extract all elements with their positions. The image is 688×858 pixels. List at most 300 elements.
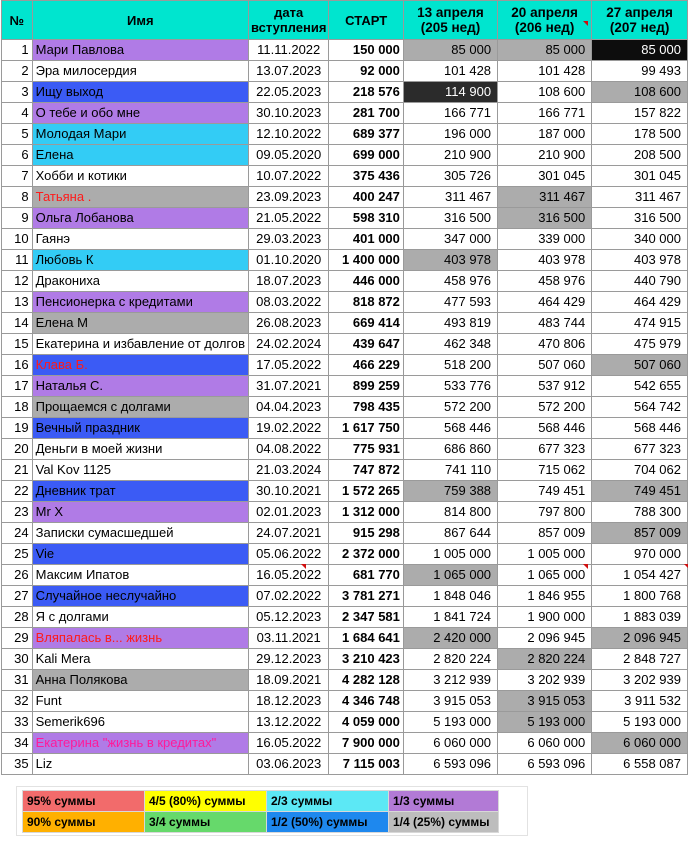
week-3-amount[interactable]: 311 467 (592, 187, 688, 208)
join-date[interactable]: 13.07.2023 (249, 61, 329, 82)
table-row (2, 418, 688, 439)
week-1-amount[interactable]: 3 915 053 (403, 691, 497, 712)
participant-name[interactable]: Мари Павлова (32, 40, 248, 61)
legend-item: 1/3 суммы (389, 791, 499, 812)
week-2-amount[interactable]: 715 062 (498, 460, 592, 481)
join-date[interactable]: 01.10.2020 (249, 250, 329, 271)
join-date[interactable]: 31.07.2021 (249, 376, 329, 397)
join-date[interactable]: 18.12.2023 (249, 691, 329, 712)
week-2-amount[interactable]: 857 009 (498, 523, 592, 544)
week-3-amount[interactable]: 6 060 000 (592, 733, 688, 754)
row-number[interactable]: 11 (2, 250, 33, 271)
legend-item: 95% суммы (23, 791, 145, 812)
row-number[interactable]: 20 (2, 439, 33, 460)
comment-marker[interactable] (301, 564, 306, 569)
week-2-amount[interactable]: 101 428 (498, 61, 592, 82)
start-amount[interactable]: 150 000 (329, 40, 403, 61)
week-3-amount[interactable]: 2 096 945 (592, 628, 688, 649)
week-3-amount[interactable]: 440 790 (592, 271, 688, 292)
week-3-amount[interactable]: 403 978 (592, 250, 688, 271)
week-3-amount[interactable]: 542 655 (592, 376, 688, 397)
week-2-amount[interactable]: 1 900 000 (498, 607, 592, 628)
week-1-amount[interactable]: 5 193 000 (403, 712, 497, 733)
row-number[interactable]: 15 (2, 334, 33, 355)
row-number[interactable]: 16 (2, 355, 33, 376)
table-row (2, 691, 688, 712)
start-amount[interactable]: 4 346 748 (329, 691, 403, 712)
week-2-amount[interactable]: 3 915 053 (498, 691, 592, 712)
participant-name[interactable]: Эра милосердия (32, 61, 248, 82)
header-date[interactable]: дата вступления (249, 1, 329, 40)
join-date[interactable]: 08.03.2022 (249, 292, 329, 313)
table-row (2, 166, 688, 187)
week-1-amount[interactable]: 2 420 000 (403, 628, 497, 649)
table-row (2, 481, 688, 502)
row-number[interactable]: 35 (2, 754, 33, 775)
table-row (2, 460, 688, 481)
start-amount[interactable]: 747 872 (329, 460, 403, 481)
start-amount[interactable]: 3 210 423 (329, 649, 403, 670)
join-date[interactable]: 10.07.2022 (249, 166, 329, 187)
start-amount[interactable]: 899 259 (329, 376, 403, 397)
week-2-amount[interactable]: 6 060 000 (498, 733, 592, 754)
table-row (2, 733, 688, 754)
legend-item: 2/3 суммы (267, 791, 389, 812)
table-row (2, 103, 688, 124)
week-3-amount[interactable]: 857 009 (592, 523, 688, 544)
participant-name[interactable]: Вечный праздник (32, 418, 248, 439)
week-3-amount[interactable]: 316 500 (592, 208, 688, 229)
participant-name[interactable]: Val Kov 1125 (32, 460, 248, 481)
start-amount[interactable]: 1 312 000 (329, 502, 403, 523)
participant-name[interactable]: Прощаемся с долгами (32, 397, 248, 418)
week-1-amount[interactable]: 3 212 939 (403, 670, 497, 691)
legend-item: 3/4 суммы (145, 812, 267, 833)
row-number[interactable]: 34 (2, 733, 33, 754)
legend-item: 90% суммы (23, 812, 145, 833)
week-1-amount[interactable]: 1 841 724 (403, 607, 497, 628)
week-3-amount[interactable]: 340 000 (592, 229, 688, 250)
legend-row (23, 812, 499, 833)
week-2-amount[interactable]: 339 000 (498, 229, 592, 250)
week-1-amount[interactable]: 814 800 (403, 502, 497, 523)
participant-name[interactable]: Анна Полякова (32, 670, 248, 691)
table-row (2, 334, 688, 355)
participant-name[interactable]: Дневник трат (32, 481, 248, 502)
table-row (2, 523, 688, 544)
table-row (2, 670, 688, 691)
color-legend (22, 790, 499, 833)
join-date[interactable]: 04.08.2022 (249, 439, 329, 460)
week-1-amount[interactable]: 85 000 (403, 40, 497, 61)
comment-marker[interactable] (583, 21, 588, 26)
legend-row (23, 791, 499, 812)
start-amount[interactable]: 699 000 (329, 145, 403, 166)
week-3-amount[interactable]: 99 493 (592, 61, 688, 82)
week-1-amount[interactable]: 101 428 (403, 61, 497, 82)
participant-name[interactable]: О тебе и обо мне (32, 103, 248, 124)
participant-name[interactable]: Записки сумасшедшей (32, 523, 248, 544)
row-number[interactable]: 22 (2, 481, 33, 502)
week-3-amount[interactable]: 157 822 (592, 103, 688, 124)
week-1-amount[interactable]: 196 000 (403, 124, 497, 145)
header-name[interactable]: Имя (32, 1, 248, 40)
row-number[interactable]: 32 (2, 691, 33, 712)
row-number[interactable]: 1 (2, 40, 33, 61)
week-3-amount[interactable]: 108 600 (592, 82, 688, 103)
participant-name[interactable]: Хобби и котики (32, 166, 248, 187)
start-amount[interactable]: 375 436 (329, 166, 403, 187)
table-row (2, 586, 688, 607)
table-row (2, 355, 688, 376)
week-1-amount[interactable]: 6 060 000 (403, 733, 497, 754)
start-amount[interactable]: 598 310 (329, 208, 403, 229)
start-amount[interactable]: 798 435 (329, 397, 403, 418)
participant-name[interactable]: Елена М (32, 313, 248, 334)
join-date[interactable]: 12.10.2022 (249, 124, 329, 145)
week-2-amount[interactable]: 210 900 (498, 145, 592, 166)
join-date[interactable]: 29.03.2023 (249, 229, 329, 250)
row-number[interactable]: 12 (2, 271, 33, 292)
week-1-amount[interactable]: 6 593 096 (403, 754, 497, 775)
week-2-amount[interactable]: 677 323 (498, 439, 592, 460)
week-3-amount[interactable]: 6 558 087 (592, 754, 688, 775)
week-1-amount[interactable]: 533 776 (403, 376, 497, 397)
join-date[interactable]: 04.04.2023 (249, 397, 329, 418)
participant-name[interactable]: Дракониха (32, 271, 248, 292)
week-2-amount[interactable]: 749 451 (498, 481, 592, 502)
start-amount[interactable]: 92 000 (329, 61, 403, 82)
start-amount[interactable]: 446 000 (329, 271, 403, 292)
participant-name[interactable]: Vie (32, 544, 248, 565)
start-amount[interactable]: 466 229 (329, 355, 403, 376)
join-date[interactable]: 29.12.2023 (249, 649, 329, 670)
row-number[interactable]: 5 (2, 124, 33, 145)
week-2-amount[interactable]: 464 429 (498, 292, 592, 313)
join-date[interactable]: 18.09.2021 (249, 670, 329, 691)
table-row (2, 250, 688, 271)
week-2-amount[interactable]: 2 820 224 (498, 649, 592, 670)
week-3-amount[interactable]: 2 848 727 (592, 649, 688, 670)
week-2-amount[interactable]: 507 060 (498, 355, 592, 376)
participant-name[interactable]: Любовь К (32, 250, 248, 271)
row-number[interactable]: 3 (2, 82, 33, 103)
week-3-amount[interactable]: 178 500 (592, 124, 688, 145)
participant-name[interactable]: Татьяна . (32, 187, 248, 208)
row-number[interactable]: 29 (2, 628, 33, 649)
row-number[interactable]: 27 (2, 586, 33, 607)
week-1-amount[interactable]: 2 820 224 (403, 649, 497, 670)
start-amount[interactable]: 818 872 (329, 292, 403, 313)
join-date[interactable]: 03.11.2021 (249, 628, 329, 649)
week-1-amount[interactable]: 347 000 (403, 229, 497, 250)
header-week-1[interactable]: 13 апреля (205 нед) (403, 1, 497, 40)
join-date[interactable]: 16.05.2022 (249, 565, 329, 586)
week-1-amount[interactable]: 210 900 (403, 145, 497, 166)
row-number[interactable]: 19 (2, 418, 33, 439)
participant-name[interactable]: Mr X (32, 502, 248, 523)
week-3-amount[interactable]: 568 446 (592, 418, 688, 439)
row-number[interactable]: 9 (2, 208, 33, 229)
participant-name[interactable]: Kali Mera (32, 649, 248, 670)
week-3-amount[interactable]: 1 883 039 (592, 607, 688, 628)
week-2-amount[interactable]: 2 096 945 (498, 628, 592, 649)
week-3-amount[interactable]: 749 451 (592, 481, 688, 502)
week-3-amount[interactable]: 474 915 (592, 313, 688, 334)
week-3-amount[interactable]: 788 300 (592, 502, 688, 523)
participant-name[interactable]: Semerik696 (32, 712, 248, 733)
table-row (2, 712, 688, 733)
participant-name[interactable]: Деньги в моей жизни (32, 439, 248, 460)
join-date[interactable]: 03.06.2023 (249, 754, 329, 775)
week-3-amount[interactable]: 3 202 939 (592, 670, 688, 691)
week-1-amount[interactable]: 572 200 (403, 397, 497, 418)
start-amount[interactable]: 1 617 750 (329, 418, 403, 439)
participant-name[interactable]: Я с долгами (32, 607, 248, 628)
week-3-amount[interactable]: 507 060 (592, 355, 688, 376)
start-amount[interactable]: 4 059 000 (329, 712, 403, 733)
row-number[interactable]: 14 (2, 313, 33, 334)
start-amount[interactable]: 1 684 641 (329, 628, 403, 649)
participant-name[interactable]: Ольга Лобанова (32, 208, 248, 229)
table-row (2, 82, 688, 103)
legend-item: 4/5 (80%) суммы (145, 791, 267, 812)
week-1-amount[interactable]: 518 200 (403, 355, 497, 376)
table-row (2, 145, 688, 166)
row-number[interactable]: 24 (2, 523, 33, 544)
row-number[interactable]: 31 (2, 670, 33, 691)
table-row (2, 187, 688, 208)
week-2-amount[interactable]: 483 744 (498, 313, 592, 334)
join-date[interactable]: 05.12.2023 (249, 607, 329, 628)
comment-marker[interactable] (684, 564, 688, 569)
table-row (2, 40, 688, 61)
week-3-amount[interactable]: 704 062 (592, 460, 688, 481)
week-2-amount[interactable]: 458 976 (498, 271, 592, 292)
join-date[interactable]: 23.09.2023 (249, 187, 329, 208)
week-3-amount[interactable]: 85 000 (592, 40, 688, 61)
start-amount[interactable]: 1 572 265 (329, 481, 403, 502)
join-date[interactable]: 13.12.2022 (249, 712, 329, 733)
week-1-amount[interactable]: 867 644 (403, 523, 497, 544)
week-1-amount[interactable]: 741 110 (403, 460, 497, 481)
week-1-amount[interactable]: 305 726 (403, 166, 497, 187)
week-2-amount[interactable]: 537 912 (498, 376, 592, 397)
row-number[interactable]: 18 (2, 397, 33, 418)
legend-item: 1/2 (50%) суммы (267, 812, 389, 833)
header-week-3[interactable]: 27 апреля (207 нед) (592, 1, 688, 40)
row-number[interactable]: 2 (2, 61, 33, 82)
start-amount[interactable]: 401 000 (329, 229, 403, 250)
join-date[interactable]: 21.03.2024 (249, 460, 329, 481)
week-2-amount[interactable]: 301 045 (498, 166, 592, 187)
table-row (2, 754, 688, 775)
participant-name[interactable]: Елена (32, 145, 248, 166)
row-number[interactable]: 33 (2, 712, 33, 733)
start-amount[interactable]: 281 700 (329, 103, 403, 124)
row-number[interactable]: 13 (2, 292, 33, 313)
participant-name[interactable]: Молодая Мари (32, 124, 248, 145)
week-1-amount[interactable]: 311 467 (403, 187, 497, 208)
week-1-amount[interactable]: 462 348 (403, 334, 497, 355)
start-amount[interactable]: 400 247 (329, 187, 403, 208)
week-2-amount[interactable]: 1 005 000 (498, 544, 592, 565)
participant-name[interactable]: Максим Ипатов (32, 565, 248, 586)
join-date[interactable]: 11.11.2022 (249, 40, 329, 61)
start-amount[interactable]: 689 377 (329, 124, 403, 145)
week-1-amount[interactable]: 493 819 (403, 313, 497, 334)
participant-name[interactable]: Ищу выход (32, 82, 248, 103)
join-date[interactable]: 30.10.2021 (249, 481, 329, 502)
week-3-amount[interactable]: 464 429 (592, 292, 688, 313)
week-3-amount[interactable]: 970 000 (592, 544, 688, 565)
week-3-amount[interactable]: 301 045 (592, 166, 688, 187)
join-date[interactable]: 07.02.2022 (249, 586, 329, 607)
start-amount[interactable]: 7 115 003 (329, 754, 403, 775)
week-2-amount[interactable]: 5 193 000 (498, 712, 592, 733)
week-1-amount[interactable]: 477 593 (403, 292, 497, 313)
week-2-amount[interactable]: 1 065 000 (498, 565, 592, 586)
participant-name[interactable]: Клава Б. (32, 355, 248, 376)
row-number[interactable]: 6 (2, 145, 33, 166)
row-number[interactable]: 26 (2, 565, 33, 586)
table-row (2, 397, 688, 418)
join-date[interactable]: 24.07.2021 (249, 523, 329, 544)
week-3-amount[interactable]: 3 911 532 (592, 691, 688, 712)
header-start[interactable]: СТАРТ (329, 1, 403, 40)
join-date[interactable]: 16.05.2022 (249, 733, 329, 754)
join-date[interactable]: 05.06.2022 (249, 544, 329, 565)
week-2-amount[interactable]: 403 978 (498, 250, 592, 271)
week-2-amount[interactable]: 1 846 955 (498, 586, 592, 607)
table-row (2, 313, 688, 334)
week-2-amount[interactable]: 470 806 (498, 334, 592, 355)
table-row (2, 544, 688, 565)
start-amount[interactable]: 2 372 000 (329, 544, 403, 565)
table-row (2, 439, 688, 460)
week-2-amount[interactable]: 85 000 (498, 40, 592, 61)
row-number[interactable]: 30 (2, 649, 33, 670)
week-1-amount[interactable]: 1 005 000 (403, 544, 497, 565)
start-amount[interactable]: 439 647 (329, 334, 403, 355)
week-3-amount[interactable]: 5 193 000 (592, 712, 688, 733)
row-number[interactable]: 7 (2, 166, 33, 187)
join-date[interactable]: 17.05.2022 (249, 355, 329, 376)
start-amount[interactable]: 1 400 000 (329, 250, 403, 271)
start-amount[interactable]: 775 931 (329, 439, 403, 460)
table-row (2, 124, 688, 145)
table-row (2, 271, 688, 292)
week-3-amount[interactable]: 677 323 (592, 439, 688, 460)
week-1-amount[interactable]: 568 446 (403, 418, 497, 439)
week-1-amount[interactable]: 403 978 (403, 250, 497, 271)
join-date[interactable]: 18.07.2023 (249, 271, 329, 292)
start-amount[interactable]: 915 298 (329, 523, 403, 544)
row-number[interactable]: 28 (2, 607, 33, 628)
participant-name[interactable]: Наталья С. (32, 376, 248, 397)
row-number[interactable]: 4 (2, 103, 33, 124)
legend-item: 1/4 (25%) суммы (389, 812, 499, 833)
start-amount[interactable]: 669 414 (329, 313, 403, 334)
week-2-amount[interactable]: 108 600 (498, 82, 592, 103)
table-row (2, 649, 688, 670)
week-2-amount[interactable]: 187 000 (498, 124, 592, 145)
week-3-amount[interactable]: 1 800 768 (592, 586, 688, 607)
week-1-amount[interactable]: 1 848 046 (403, 586, 497, 607)
join-date[interactable]: 02.01.2023 (249, 502, 329, 523)
participant-name[interactable]: Funt (32, 691, 248, 712)
week-1-amount[interactable]: 1 065 000 (403, 565, 497, 586)
report-table (1, 0, 688, 775)
participant-name[interactable]: Liz (32, 754, 248, 775)
row-number[interactable]: 21 (2, 460, 33, 481)
table-row (2, 376, 688, 397)
week-2-amount[interactable]: 311 467 (498, 187, 592, 208)
join-date[interactable]: 09.05.2020 (249, 145, 329, 166)
join-date[interactable]: 22.05.2023 (249, 82, 329, 103)
table-row (2, 61, 688, 82)
row-number[interactable]: 10 (2, 229, 33, 250)
row-number[interactable]: 25 (2, 544, 33, 565)
participant-name[interactable]: Екатерина "жизнь в кредитах" (32, 733, 248, 754)
join-date[interactable]: 24.02.2024 (249, 334, 329, 355)
start-amount[interactable]: 3 781 271 (329, 586, 403, 607)
start-amount[interactable]: 4 282 128 (329, 670, 403, 691)
table-row (2, 502, 688, 523)
row-number[interactable]: 17 (2, 376, 33, 397)
join-date[interactable]: 26.08.2023 (249, 313, 329, 334)
header-num[interactable]: № (2, 1, 33, 40)
week-2-amount[interactable]: 166 771 (498, 103, 592, 124)
week-1-amount[interactable]: 114 900 (403, 82, 497, 103)
header-week-2[interactable]: 20 апреля (206 нед) (498, 1, 592, 40)
week-2-amount[interactable]: 3 202 939 (498, 670, 592, 691)
week-1-amount[interactable]: 166 771 (403, 103, 497, 124)
week-1-amount[interactable]: 686 860 (403, 439, 497, 460)
week-2-amount[interactable]: 568 446 (498, 418, 592, 439)
week-3-amount[interactable]: 1 054 427 (592, 565, 688, 586)
start-amount[interactable]: 2 347 581 (329, 607, 403, 628)
table-row (2, 607, 688, 628)
row-number[interactable]: 8 (2, 187, 33, 208)
participant-name[interactable]: Гаянэ (32, 229, 248, 250)
participant-name[interactable]: Пенсионерка с кредитами (32, 292, 248, 313)
participant-name[interactable]: Случайное неслучайно (32, 586, 248, 607)
participant-name[interactable]: Вляпалась в... жизнь (32, 628, 248, 649)
week-2-amount[interactable]: 316 500 (498, 208, 592, 229)
week-2-amount[interactable]: 797 800 (498, 502, 592, 523)
start-amount[interactable]: 218 576 (329, 82, 403, 103)
week-3-amount[interactable]: 564 742 (592, 397, 688, 418)
start-amount[interactable]: 7 900 000 (329, 733, 403, 754)
join-date[interactable]: 21.05.2022 (249, 208, 329, 229)
table-body (2, 40, 688, 775)
join-date[interactable]: 30.10.2023 (249, 103, 329, 124)
week-3-amount[interactable]: 475 979 (592, 334, 688, 355)
week-3-amount[interactable]: 208 500 (592, 145, 688, 166)
start-amount[interactable]: 681 770 (329, 565, 403, 586)
week-2-amount[interactable]: 6 593 096 (498, 754, 592, 775)
join-date[interactable]: 19.02.2022 (249, 418, 329, 439)
week-2-amount[interactable]: 572 200 (498, 397, 592, 418)
week-1-amount[interactable]: 316 500 (403, 208, 497, 229)
row-number[interactable]: 23 (2, 502, 33, 523)
participant-name[interactable]: Екатерина и избавление от долгов (32, 334, 248, 355)
comment-marker[interactable] (583, 564, 588, 569)
week-1-amount[interactable]: 458 976 (403, 271, 497, 292)
table-row (2, 292, 688, 313)
week-1-amount[interactable]: 759 388 (403, 481, 497, 502)
